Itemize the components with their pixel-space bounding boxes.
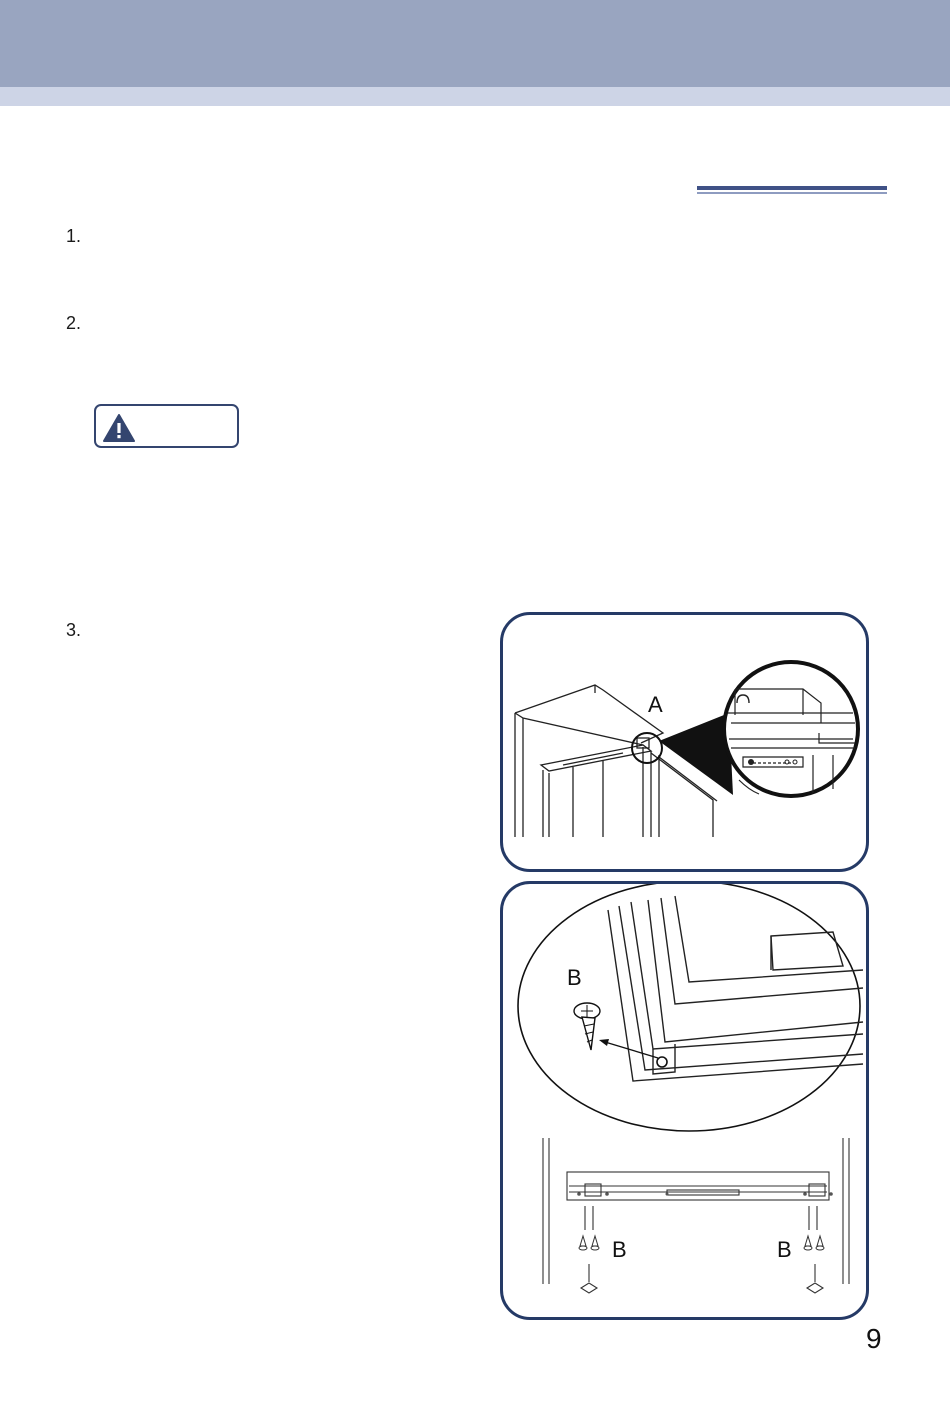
header-band	[0, 0, 950, 87]
section-title-rule-thin	[697, 192, 887, 194]
step-number-1: 1.	[66, 226, 82, 246]
callout-b-left: B	[612, 1237, 627, 1262]
step-number-3: 3.	[66, 620, 82, 640]
callout-a: A	[648, 692, 663, 717]
hinge-figure	[500, 612, 869, 872]
header-sub-band	[0, 87, 950, 106]
step-number-2: 2.	[66, 313, 82, 333]
caution-label	[94, 404, 239, 448]
callout-b-detail: B	[567, 965, 582, 990]
callout-b-right: B	[777, 1237, 792, 1262]
screw-figure	[500, 881, 869, 1320]
section-title-rule	[697, 186, 887, 190]
page-number: 9	[866, 1323, 882, 1354]
warning-triangle-icon	[102, 413, 136, 443]
